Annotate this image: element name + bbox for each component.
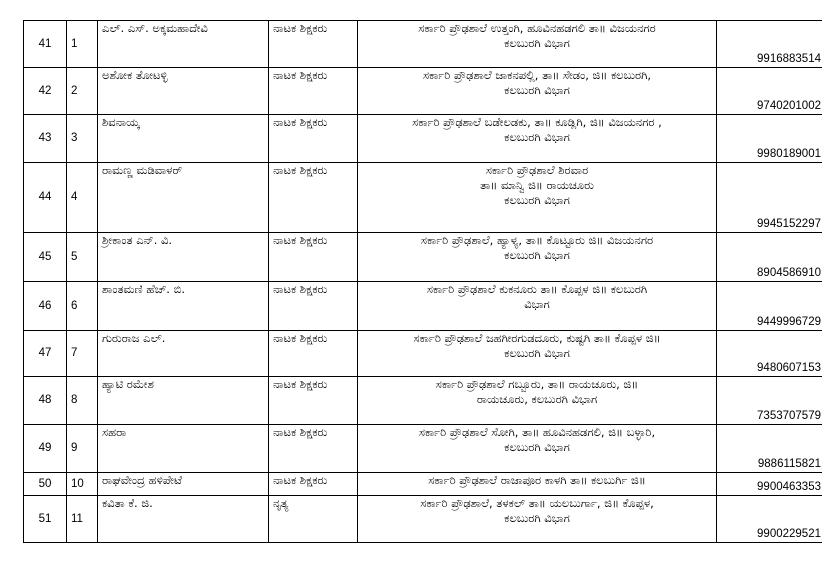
school-address-line: ಸರ್ಕಾರಿ ಪ್ರೌಢಶಾಲೆ ಬಡೇಲಡಕು, ತಾ॥ ಕೂಡ್ಲಿಗಿ, ಜಿ॥ ವಿಜಯನಗರ , bbox=[412, 115, 662, 129]
table-row bbox=[24, 68, 822, 115]
subject-cell: ನಾಟಕ ಶಿಕ್ಷಕರು bbox=[269, 473, 358, 496]
table-row bbox=[24, 377, 822, 425]
school-address-line: ರಾಯಚೂರು, ಕಲಬುರಗಿ ವಿಭಾಗ bbox=[476, 392, 598, 406]
school-address-line: ಸರ್ಕಾರಿ ಪ್ರೌಢಶಾಲೆ ಗಬ್ಬೂರು, ತಾ॥ ರಾಯಚೂರು, ಜಿ॥ bbox=[435, 377, 639, 391]
table-row bbox=[24, 115, 822, 163]
school-address-cell bbox=[358, 282, 717, 331]
table-row bbox=[24, 282, 822, 331]
school-address-line: ಸರ್ಕಾರಿ ಪ್ರೌಢಶಾಲೆ ಕುಕನೂರು ತಾ॥ ಕೊಪ್ಪಳ ಜಿ॥ ಕಲಬುರಗಿ bbox=[426, 282, 648, 296]
school-address-cell bbox=[358, 68, 717, 115]
serial-number-cell: 41 bbox=[24, 21, 67, 68]
serial-number-cell: 48 bbox=[24, 377, 67, 425]
phone-number-cell: 9900229521 bbox=[717, 496, 822, 543]
subject-cell: ನಾಟಕ ಶಿಕ್ಷಕರು bbox=[269, 282, 358, 331]
teacher-name-cell: ಶಿವನಾಯ್ಕ bbox=[98, 115, 269, 163]
school-address-line: ತಾ॥ ಮಾನ್ವಿ ಜಿ॥ ರಾಯಚೂರು bbox=[480, 178, 594, 192]
sub-number-cell: 10 bbox=[67, 473, 98, 496]
teacher-name-cell: ಎಲ್. ಎಸ್. ಅಕ್ಕಮಹಾದೇವಿ bbox=[98, 21, 269, 68]
school-address-cell bbox=[358, 425, 717, 473]
school-address-line: ಸರ್ಕಾರಿ ಪ್ರೌಢಶಾಲೆ ರಾಜಾಪೂರ ಕಾಳಗಿ ತಾ॥ ಕಲಬುರ್ಗಿ ಜಿ॥ bbox=[428, 473, 646, 487]
subject-cell: ನಾಟಕ ಶಿಕ್ಷಕರು bbox=[269, 68, 358, 115]
phone-number-cell: 9980189001 bbox=[717, 115, 822, 163]
serial-number-cell: 47 bbox=[24, 331, 67, 377]
school-address-line: ಸರ್ಕಾರಿ ಪ್ರೌಢಶಾಲೆ ಉತ್ತಂಗಿ, ಹೂವಿನಹಡಗಲಿ ತಾ॥ ವಿಜಯನಗರ bbox=[418, 21, 656, 35]
school-address-line: ಸರ್ಕಾರಿ ಪ್ರೌಢಶಾಲೆ ಜಹಗೀರಗುಡದೂರು, ಕುಷ್ಟಗಿ ತಾ॥ ಕೊಪ್ಪಳ ಜಿ॥ bbox=[413, 331, 661, 345]
school-address-line: ಕಲಬುರಗಿ ವಿಭಾಗ bbox=[504, 83, 570, 97]
school-address-cell bbox=[358, 377, 717, 425]
subject-cell: ನೃತ್ಯ bbox=[269, 496, 358, 543]
phone-number-cell: 9900463353 bbox=[717, 473, 822, 496]
school-address-line: ಕಲಬುರಗಿ ವಿಭಾಗ bbox=[504, 248, 570, 262]
subject-cell: ನಾಟಕ ಶಿಕ್ಷಕರು bbox=[269, 21, 358, 68]
phone-number-cell: 9480607153 bbox=[717, 331, 822, 377]
teacher-name-cell: ರಾಮಣ್ಣ ಮಡಿವಾಳರ್ bbox=[98, 163, 269, 233]
sub-number-cell: 8 bbox=[67, 377, 98, 425]
subject-cell: ನಾಟಕ ಶಿಕ್ಷಕರು bbox=[269, 377, 358, 425]
teacher-table bbox=[23, 20, 822, 543]
table-row bbox=[24, 163, 822, 233]
school-address-line: ಕಲಬುರಗಿ ವಿಭಾಗ bbox=[504, 511, 570, 525]
teacher-name-cell: ರಾಘವೇಂದ್ರ ಹಳಿಪೇಟೆ bbox=[98, 473, 269, 496]
phone-number-cell: 9886115821 bbox=[717, 425, 822, 473]
school-address-line: ಸರ್ಕಾರಿ ಪ್ರೌಢಶಾಲೆ ಶಿರವಾರ bbox=[485, 163, 589, 177]
school-address-line: ಸರ್ಕಾರಿ ಪ್ರೌಢಶಾಲೆ ಜಾಕನಪಲ್ಲಿ, ತಾ॥ ಸೇಡಂ, ಜಿ॥ ಕಲಬುರಗಿ, bbox=[422, 68, 652, 82]
subject-cell: ನಾಟಕ ಶಿಕ್ಷಕರು bbox=[269, 163, 358, 233]
school-address-line: ವಿಭಾಗ bbox=[524, 297, 550, 311]
subject-cell: ನಾಟಕ ಶಿಕ್ಷಕರು bbox=[269, 425, 358, 473]
teacher-name-cell: ಗುರುರಾಜ ಎಲ್. bbox=[98, 331, 269, 377]
teacher-name-cell: ಕವಿತಾ ಕೆ. ಜಿ. bbox=[98, 496, 269, 543]
school-address-cell bbox=[358, 115, 717, 163]
teacher-name-cell: ಹ್ಯಾಟಿ ರಮೇಶ bbox=[98, 377, 269, 425]
sub-number-cell: 3 bbox=[67, 115, 98, 163]
teacher-name-cell: ಅಶೋಕ ತೋಟಳ್ಳಿ bbox=[98, 68, 269, 115]
phone-number-cell: 7353707579 bbox=[717, 377, 822, 425]
table-row bbox=[24, 425, 822, 473]
school-address-cell bbox=[358, 233, 717, 282]
serial-number-cell: 50 bbox=[24, 473, 67, 496]
sub-number-cell: 1 bbox=[67, 21, 98, 68]
school-address-cell bbox=[358, 473, 717, 496]
table-row bbox=[24, 496, 822, 543]
school-address-cell bbox=[358, 21, 717, 68]
school-address-cell bbox=[358, 496, 717, 543]
serial-number-cell: 49 bbox=[24, 425, 67, 473]
school-address-line: ಕಲಬುರಗಿ ವಿಭಾಗ bbox=[504, 130, 570, 144]
school-address-line: ಸರ್ಕಾರಿ ಪ್ರೌಢಶಾಲೆ ಸೋಗಿ, ತಾ॥ ಹೂವಿನಹಡಗಲಿ, ಜಿ॥ ಬಳ್ಳಾರಿ, bbox=[418, 425, 656, 439]
serial-number-cell: 51 bbox=[24, 496, 67, 543]
school-address-line: ಸರ್ಕಾರಿ ಪ್ರೌಢಶಾಲೆ, ಹ್ಯಾಳ್ಯ, ತಾ॥ ಕೊಟ್ಟೂರು ಜಿ॥ ವಿಜಯನಗರ bbox=[420, 233, 654, 247]
teacher-table-body bbox=[24, 21, 822, 543]
sub-number-cell: 9 bbox=[67, 425, 98, 473]
school-address-line: ಸರ್ಕಾರಿ ಪ್ರೌಢಶಾಲೆ, ತಳಕಲ್ ತಾ॥ ಯಲಬುರ್ಗಾ, ಜಿ॥ ಕೊಪ್ಪಳ, bbox=[420, 496, 654, 510]
table-row bbox=[24, 21, 822, 68]
school-address-line: ಕಲಬುರಗಿ ವಿಭಾಗ bbox=[504, 346, 570, 360]
table-row bbox=[24, 331, 822, 377]
sub-number-cell: 4 bbox=[67, 163, 98, 233]
phone-number-cell: 9449996729 bbox=[717, 282, 822, 331]
teacher-name-cell: ಶ್ರೀಕಾಂತ ಎನ್. ವಿ. bbox=[98, 233, 269, 282]
serial-number-cell: 44 bbox=[24, 163, 67, 233]
serial-number-cell: 46 bbox=[24, 282, 67, 331]
table-row bbox=[24, 473, 822, 496]
sub-number-cell: 2 bbox=[67, 68, 98, 115]
phone-number-cell: 8904586910 bbox=[717, 233, 822, 282]
school-address-line: ಕಲಬುರಗಿ ವಿಭಾಗ bbox=[504, 193, 570, 207]
school-address-cell bbox=[358, 163, 717, 233]
school-address-line: ಕಲಬುರಗಿ ವಿಭಾಗ bbox=[504, 440, 570, 454]
school-address-cell bbox=[358, 331, 717, 377]
phone-number-cell: 9916883514 bbox=[717, 21, 822, 68]
sub-number-cell: 5 bbox=[67, 233, 98, 282]
sub-number-cell: 7 bbox=[67, 331, 98, 377]
serial-number-cell: 45 bbox=[24, 233, 67, 282]
table-row bbox=[24, 233, 822, 282]
sub-number-cell: 6 bbox=[67, 282, 98, 331]
phone-number-cell: 9945152297 bbox=[717, 163, 822, 233]
subject-cell: ನಾಟಕ ಶಿಕ್ಷಕರು bbox=[269, 233, 358, 282]
phone-number-cell: 9740201002 bbox=[717, 68, 822, 115]
sub-number-cell: 11 bbox=[67, 496, 98, 543]
serial-number-cell: 43 bbox=[24, 115, 67, 163]
serial-number-cell: 42 bbox=[24, 68, 67, 115]
subject-cell: ನಾಟಕ ಶಿಕ್ಷಕರು bbox=[269, 115, 358, 163]
teacher-name-cell: ಶಾಂತಮಣಿ ಹೆಚ್. ಬಿ. bbox=[98, 282, 269, 331]
subject-cell: ನಾಟಕ ಶಿಕ್ಷಕರು bbox=[269, 331, 358, 377]
school-address-line: ಕಲಬುರಗಿ ವಿಭಾಗ bbox=[504, 36, 570, 50]
teacher-name-cell: ಸಹರಾ bbox=[98, 425, 269, 473]
